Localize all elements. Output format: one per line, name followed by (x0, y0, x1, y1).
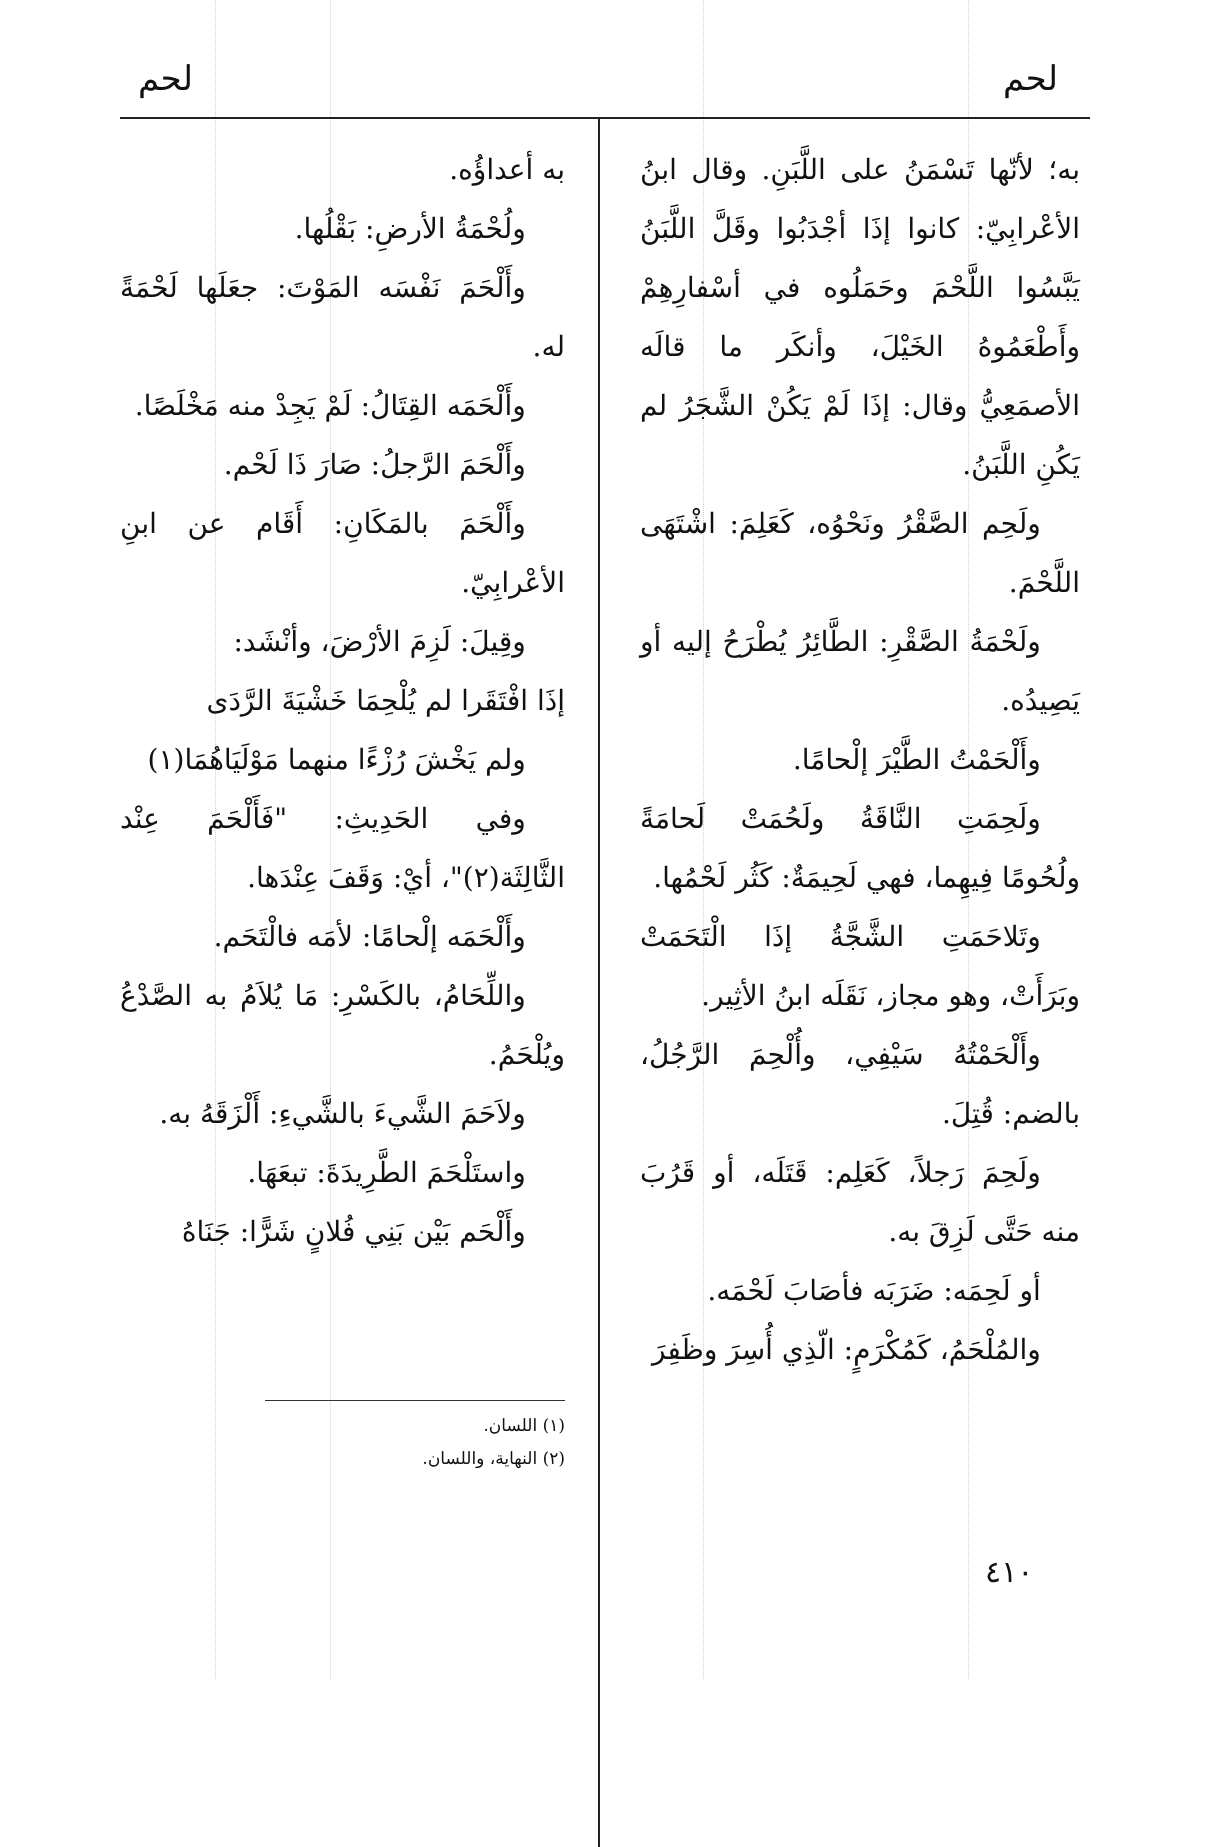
paragraph: وقِيلَ: لَزِمَ الأرْضَ، وأنْشَد: (233, 625, 526, 658)
paragraph: وأَلْحَمَ بالمَكَانِ: أَقَام عن ابنِ الأعْرابِيّ. (120, 507, 565, 599)
header-rule (120, 117, 1090, 119)
right-column (640, 140, 1080, 1379)
paragraph: به؛ لأنّها تَسْمَنُ على اللَّبَنِ. وقال ابنُ الأعْرابِيّ: كانوا إذَا أجْدَبُوا وقَلَّ اللَّبَنُ يَبَّسُوا اللَّحْمَ وحَمَلُوه في أسْفارِهِمْ وأَطْعَمُوهُ الخَيْلَ، وأنكَر ما قالَه الأصمَعِيُّ وقال: إذَا لَمْ يَكُنْ الشَّجَرُ لم يَكُنِ اللَّبَنُ. (640, 153, 1080, 481)
paragraph: والمُلْحَمُ، كَمُكْرَمٍ: الّذِي أُسِرَ وظَفِرَ (651, 1333, 1041, 1366)
left-column (120, 140, 565, 1261)
paragraph: واستَلْحَمَ الطَّرِيدَةَ: تبعَهَا. (247, 1156, 526, 1189)
paragraph: وأَلْحَم بَيْن بَنِي فُلانٍ شَرًّا: جَنَاهُ (181, 1215, 526, 1248)
paragraph: واللِّحَامُ، بالكَسْرِ: مَا يُلاَمُ به الصَّدْعُ ويُلْحَمُ. (120, 979, 565, 1071)
paragraph: ولَحْمَةُ الصَّقْرِ: الطَّائِرُ يُطْرَحُ إليه أو يَصِيدُه. (640, 625, 1080, 717)
footnotes (265, 1410, 565, 1476)
paragraph: وأَلْحَمَ الرَّجلُ: صَارَ ذَا لَحْم. (223, 448, 526, 481)
paragraph: وأَلْحَمَه إلْحامًا: لأمَه فالْتَحَم. (213, 920, 526, 953)
verse-line: ولم يَخْشَ رُزْءًا منهما مَوْلَيَاهُمَا(١) (147, 743, 526, 776)
paragraph: ولاَحَمَ الشَّيءَ بالشَّيءِ: أَلْزَقَهُ به. (159, 1097, 526, 1130)
paragraph: ولُحْمَةُ الأرضِ: بَقْلُها. (294, 212, 526, 245)
paragraph: وأَلْحَمْتُهُ سَيْفِي، وأُلْحِمَ الرَّجُلُ، بالضم: قُتِلَ. (640, 1038, 1080, 1130)
paragraph: أو لَحِمَه: ضَرَبَه فأصَابَ لَحْمَه. (707, 1274, 1041, 1307)
paragraph: وأَلْحَمَ نَفْسَه المَوْتَ: جعَلَها لَحْمَةً له. (120, 271, 565, 363)
header-word-right: لحم (1003, 59, 1058, 99)
paragraph: وأَلْحَمْتُ الطَّيْرَ إلْحامًا. (792, 743, 1041, 776)
verse-line: إذَا افْتَقَرا لم يُلْحِمَا خَشْيَةَ الرَّدَى (206, 684, 565, 717)
paragraph: ولَحِمَ رَجلاً، كَعَلِم: قَتَلَه، أو قَرُبَ منه حَتَّى لَزِقَ به. (640, 1156, 1080, 1248)
column-rule (598, 117, 600, 1847)
footnote: (١) اللسان. (483, 1416, 565, 1436)
paragraph: ولَحِم الصَّقْرُ ونَحْوُه، كَعَلِمَ: اشْتَهَى اللَّحْمَ. (640, 507, 1080, 599)
footnote-rule (265, 1400, 565, 1401)
paragraph: وأَلْحَمَه القِتَالُ: لَمْ يَجِدْ منه مَخْلَصًا. (134, 389, 526, 422)
paragraph: وفي الحَدِيثِ: "فَأَلْحَمَ عِنْد الثَّالِثَة(٢)"، أيْ: وَقَفَ عِنْدَها. (120, 802, 565, 894)
paragraph: به أعداؤُه. (449, 153, 565, 186)
footnote: (٢) النهاية، واللسان. (422, 1449, 565, 1469)
paragraph: وتَلاحَمَتِ الشَّجَّةُ إذَا الْتَحَمَتْ وبَرَأَتْ، وهو مجاز، نَقَلَه ابنُ الأثِير. (640, 920, 1080, 1012)
header-word-left: لحم (138, 59, 193, 99)
paragraph: ولَحِمَتِ النَّاقَةُ ولَحُمَتْ لَحامَةً ولُحُومًا فِيهِما، فهي لَحِيمَةٌ: كَثُر لَحْمُها. (640, 802, 1080, 894)
page-number: ٤١٠ (985, 1555, 1034, 1590)
